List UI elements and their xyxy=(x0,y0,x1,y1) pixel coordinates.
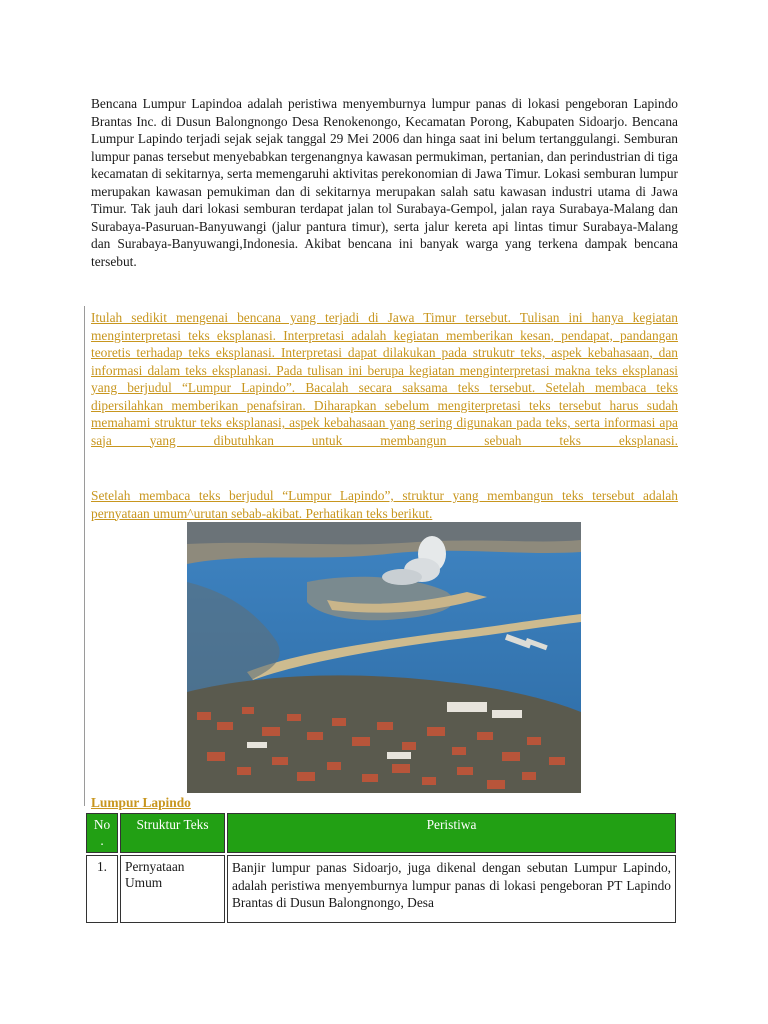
table-header-row xyxy=(86,813,676,853)
structure-table xyxy=(84,811,678,925)
interpretation-paragraph: Itulah sedikit mengenai bencana yang terjadi di Jawa Timur tersebut. Tulisan ini hanya kegiatan menginterpretasi teks eksplanasi. Interpretasi adalah kegiatan memberikan kesan, pendapat, pandangan teoretis terhadap teks eksplanasi. Interpretasi dapat dilakukan pada strukutr teks, aspek kebahasaan, dan informasi dalam teks eksplanasi. Pada tulisan ini berupa kegiatan menginterpretasi makna teks eksplanasi yang berjudul “Lumpur Lapindo”. Bacalah secara saksama teks tersebut. Setelah membaca teks dipersilahkan memberikan penafsiran. Diharapkan sebelum mengiterpretasi teks tersebut harus sudah memahami struktur teks eksplanasi, aspek kebahasaan yang sering digunakan pada teks, serta informasi apa saja yang dibutuhkan untuk membangun sebuah teks eksplanasi. xyxy=(91,310,678,448)
header-struktur: Struktur Teks xyxy=(120,813,225,853)
structure-paragraph: Setelah membaca teks berjudul “Lumpur Lapindo”, struktur yang membangun teks tersebut adalah pernyataan umum^urutan sebab-akibat. Perhatikan teks berikut. xyxy=(91,488,678,521)
cell-no: 1. xyxy=(86,855,118,923)
lapindo-aerial-photo xyxy=(187,522,581,793)
aerial-photo-illustration xyxy=(187,522,581,793)
cell-struktur: Pernyataan Umum xyxy=(120,855,225,923)
cell-peristiwa: Banjir lumpur panas Sidoarjo, juga dikenal dengan sebutan Lumpur Lapindo, adalah peristiwa menyemburnya lumpur panas di lokasi pengeboran PT Lapindo Brantas di Dusun Balongnongo, Desa xyxy=(227,855,676,923)
table-row xyxy=(86,855,676,923)
left-margin-rule xyxy=(84,306,85,806)
photo-caption: Lumpur Lapindo xyxy=(91,795,191,810)
intro-paragraph: Bencana Lumpur Lapindoa adalah peristiwa menyemburnya lumpur panas di lokasi pengeboran Lapindo Brantas Inc. di Dusun Balongnongo Desa Renokenongo, Kecamatan Porong, Kabupaten Sidoarjo. Bencana Lumpur Lapindo terjadi sejak sejak tanggal 29 Mei 2006 dan hinga saat ini belum tertanggulangi. Semburan lumpur panas tersebut menyebabkan tergenangnya kawasan permukiman, pertanian, dan perindustrian di tiga kecamatan di sekitarnya, serta memengaruhi aktivitas perekonomian di Jawa Timur. Lokasi semburan lumpur merupakan kawasan pemukiman dan di sekitarnya merupakan salah satu kawasan industri utama di Jawa Timur. Tak jauh dari lokasi semburan terdapat jalan tol Surabaya-Gempol, jalan raya Surabaya-Malang dan Surabaya-Pasuruan-Banyuwangi (jalur pantura timur), serta jalur kereta api lintas timur Surabaya-Malang dan Surabaya-Banyuwangi,Indonesia. Akibat bencana ini banyak warga yang terkena dampak bencana tersebut. xyxy=(91,96,678,269)
header-peristiwa: Peristiwa xyxy=(227,813,676,853)
header-no: No . xyxy=(86,813,118,853)
